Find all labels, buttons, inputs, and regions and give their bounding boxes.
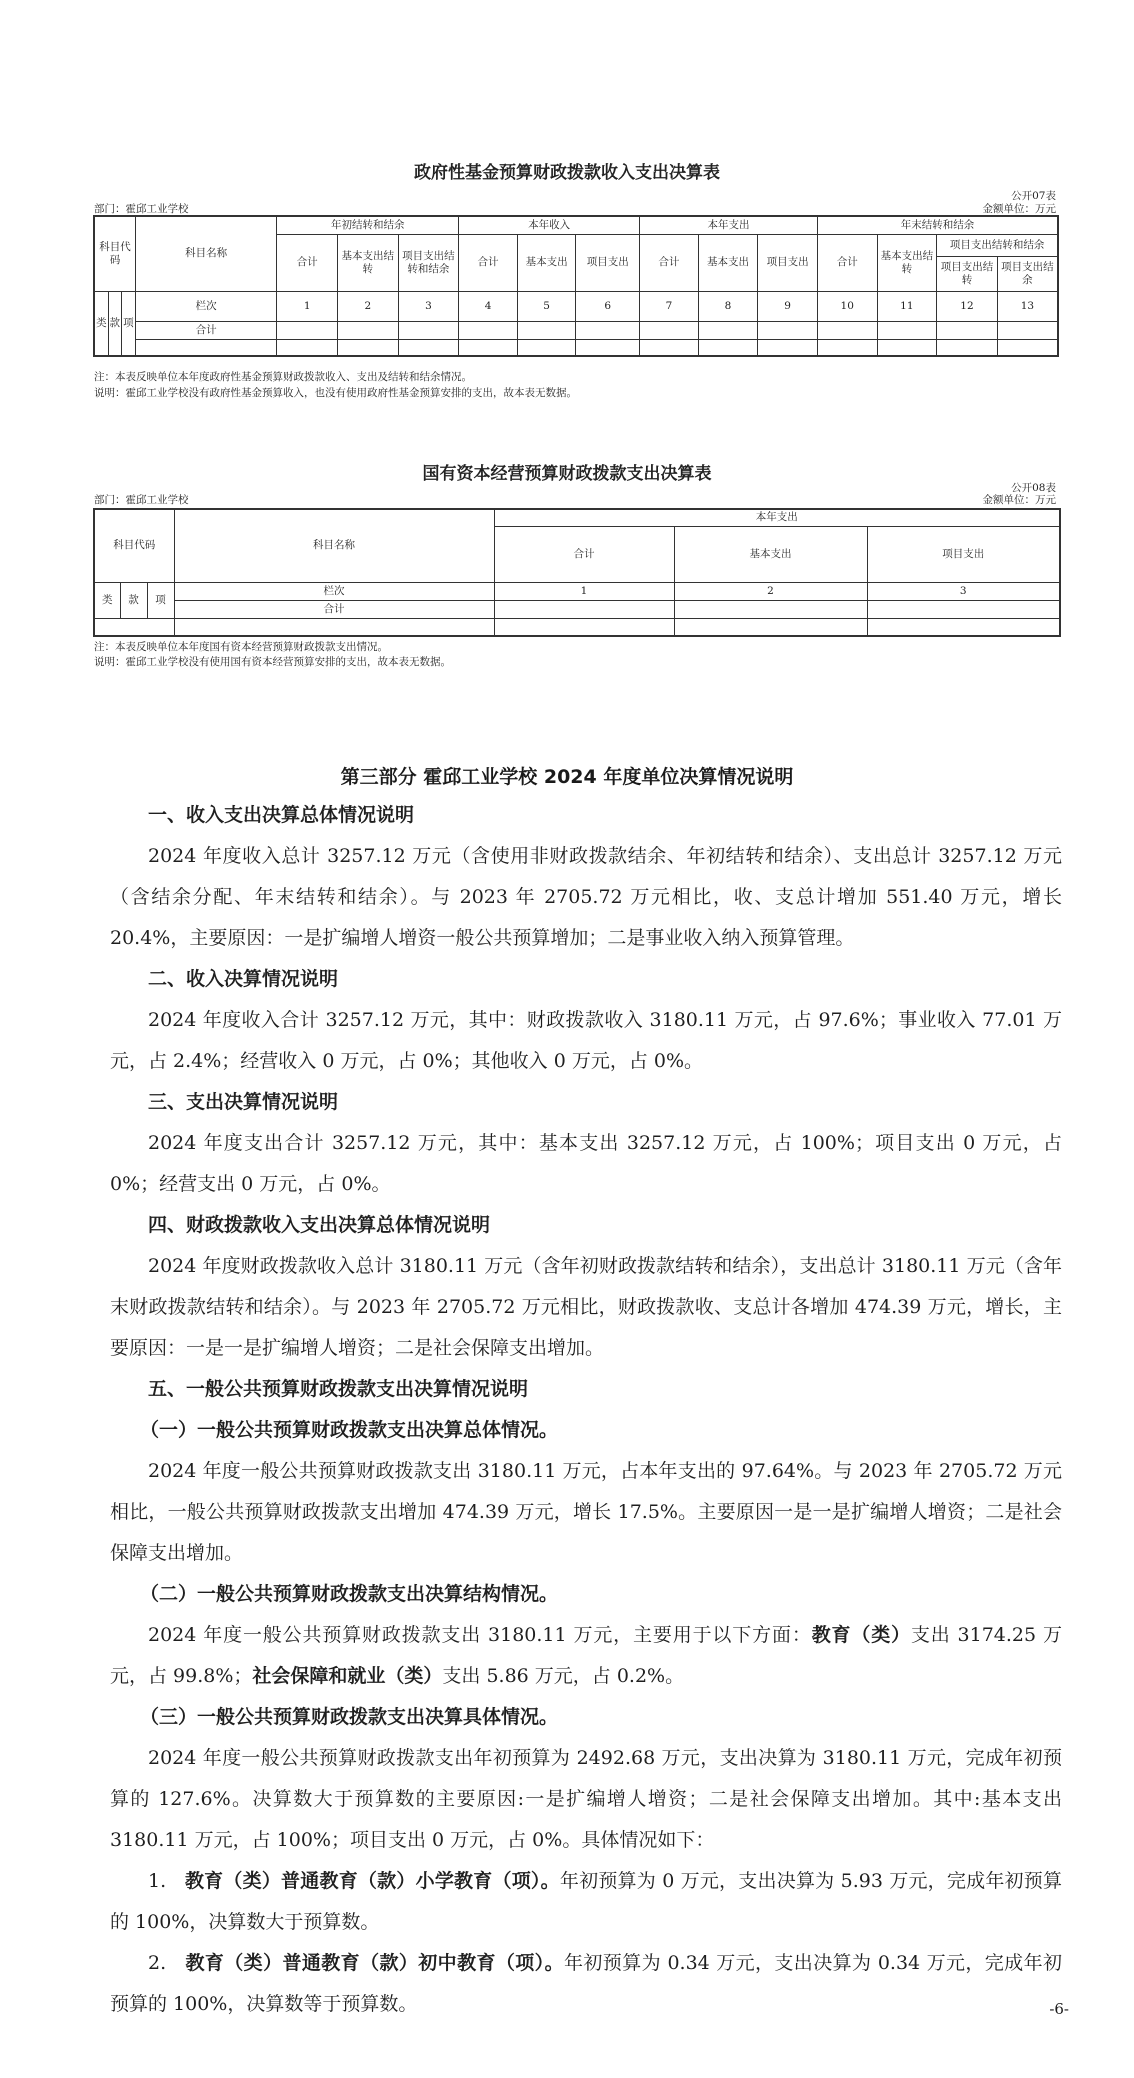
table07-title: 政府性基金预算财政拨款收入支出决算表 [414,163,720,183]
section-5-2-text [110,1615,1062,1697]
s52-text-a: 2024 年度一般公共预算财政拨款支出 3180.11 万元，主要用于以下方面： [148,1624,812,1646]
empty-row-cell [135,339,276,356]
table08-dept: 部门：霍邱工业学校 [94,494,189,506]
header-expense-basic: 基本支出 [698,234,758,291]
col-num: 11 [877,291,937,321]
col-num: 8 [698,291,758,321]
header-expense-project: 项目支出 [758,234,818,291]
header-begin-total: 合计 [277,234,338,291]
s52-text-c: 支出 5.86 万元，占 0.2%。 [442,1665,685,1687]
sum-row-label: 合计 [135,321,276,339]
section-5-3-heading: （三）一般公共预算财政拨款支出决算具体情况。 [140,1706,559,1728]
section-2-text: 2024 年度收入合计 3257.12 万元，其中：财政拨款收入 3180.11 万元，占 97.6%；事业收入 77.01 万元，占 2.4%；经营收入 0 万元，占 0%；其他收入 0 万元，占 0%。 [110,1009,1062,1072]
col-num: 1 [494,582,674,600]
col-num: 4 [459,291,518,321]
section-1-text: 2024 年度收入总计 3257.12 万元（含使用非财政拨款结余、年初结转和结余）、支出总计 3257.12 万元（含结余分配、年末结转和结余）。与 2023 年 2705.72 万元相比，收、支总计增加 551.40 万元，增长 20.4%，主要原因：一是扩编增人增资一般公共预算增加；二是事业收入纳入预算管理。 [110,845,1062,949]
header-kuan: 款 [108,291,121,356]
header-group-begin: 年初结转和结余 [277,216,459,234]
section-5-3-text: 2024 年度一般公共预算财政拨款支出年初预算为 2492.68 万元，支出决算为 3180.11 万元，完成年初预算的 127.6%。决算数大于预算数的主要原因:一是扩编增人增资；二是社会保障支出增加。其中:基本支出 3180.11 万元，占 100%；项目支出 0 万元，占 0%。具体情况如下： [110,1747,1062,1851]
header-group-expense: 本年支出 [494,509,1060,526]
col-num: 10 [817,291,877,321]
col-num: 3 [398,291,459,321]
header-group-expense: 本年支出 [640,216,818,234]
list-item [110,1943,1062,2025]
col-num: 5 [517,291,576,321]
section-2-heading: 二、收入决算情况说明 [148,968,339,990]
header-expense-total: 合计 [640,234,699,291]
section-5-2-heading: （二）一般公共预算财政拨款支出决算结构情况。 [140,1583,559,1605]
col-num: 1 [277,291,338,321]
header-project: 项目支出 [867,526,1060,582]
col-num: 2 [674,582,867,600]
header-end-project-balance: 项目支出结余 [997,256,1058,291]
s52-bold-social: 社会保障和就业（类） [252,1665,443,1687]
section-5-1-heading: （一）一般公共预算财政拨款支出决算总体情况。 [140,1419,559,1441]
section-1-heading: 一、收入支出决算总体情况说明 [148,804,415,826]
section-3-heading: 三、支出决算情况说明 [148,1091,339,1113]
header-begin-project-carry-balance: 项目支出结转和结余 [398,234,459,291]
section-5-1-text: 2024 年度一般公共预算财政拨款支出 3180.11 万元，占本年支出的 97.64%。与 2023 年 2705.72 万元相比，一般公共预算财政拨款支出增加 474.39 万元，增长 17.5%。主要原因一是一是扩编增人增资；二是社会保障支出增加。 [110,1460,1062,1564]
page-number: -6- [1049,2000,1069,2018]
section-3-text: 2024 年度支出合计 3257.12 万元，其中：基本支出 3257.12 万元，占 100%；项目支出 0 万元，占 0%；经营支出 0 万元，占 0%。 [110,1132,1062,1195]
item-text: 年初预算为 0.34 万元，支出决算为 0.34 万元，完成年初预算的 100%，决算数等于预算数。 [110,1952,1062,2015]
header-code: 科目代码 [94,216,135,291]
section-5-heading: 五、一般公共预算财政拨款支出决算情况说明 [148,1378,529,1400]
header-end-basic-carry: 基本支出结转 [877,234,937,291]
header-kuan: 款 [120,582,147,618]
table08 [93,508,1061,637]
empty-row-cell [94,618,174,636]
item-text: 年初预算为 0 万元，支出决算为 5.93 万元，完成年初预算的 100%，决算数大于预算数。 [110,1870,1062,1933]
header-income-basic: 基本支出 [517,234,576,291]
header-income-total: 合计 [459,234,518,291]
header-total: 合计 [494,526,674,582]
table07-note: 注：本表反映单位本年度政府性基金预算财政拨款收入、支出及结转和结余情况。 [94,371,472,383]
col-num: 9 [758,291,818,321]
header-end-project-group: 项目支出结转和结余 [937,234,1058,256]
list-item [110,1861,1062,1943]
s52-text-b: 支出 3174.25 万元，占 99.8%； [110,1624,1062,1687]
header-group-income: 本年收入 [459,216,640,234]
col-num: 12 [937,291,998,321]
table07 [93,215,1059,357]
header-group-end: 年末结转和结余 [817,216,1058,234]
part3-title: 第三部分 霍邱工业学校 2024 年度单位决算情况说明 [340,766,794,788]
table08-explain: 说明：霍邱工业学校没有使用国有资本经营预算安排的支出，故本表无数据。 [94,656,451,668]
table07-explain: 说明：霍邱工业学校没有政府性基金预算收入，也没有使用政府性基金预算安排的支出，故本表无数据。 [94,387,577,399]
table07-form-no: 公开07表 [1011,190,1056,202]
col-num: 2 [337,291,398,321]
header-xiang: 项 [147,582,174,618]
table08-unit: 金额单位：万元 [982,494,1056,506]
part3-body [110,795,1062,2025]
sum-row-label: 合计 [174,600,494,618]
col-num: 6 [576,291,640,321]
col-num: 7 [640,291,699,321]
section-4-heading: 四、财政拨款收入支出决算总体情况说明 [148,1214,491,1236]
header-lei: 类 [94,582,120,618]
table08-note: 注：本表反映单位本年度国有资本经营预算财政拨款支出情况。 [94,641,388,653]
header-name: 科目名称 [174,509,494,582]
table08-title: 国有资本经营预算财政拨款支出决算表 [422,464,712,484]
header-begin-basic-carry: 基本支出结转 [337,234,398,291]
table07-unit: 金额单位：万元 [982,203,1056,215]
header-end-project-carry: 项目支出结转 [937,256,998,291]
header-lei: 类 [94,291,108,356]
table07-dept: 部门：霍邱工业学校 [94,203,189,215]
section-4-text: 2024 年度财政拨款收入总计 3180.11 万元（含年初财政拨款结转和结余），支出总计 3180.11 万元（含年末财政拨款结转和结余）。与 2023 年 2705.72 万元相比，财政拨款收、支总计各增加 474.39 万元，增长，主要原因：一是一是扩编增人增资；二是社会保障支出增加。 [110,1255,1062,1359]
header-name: 科目名称 [135,216,276,291]
header-xiang: 项 [121,291,135,356]
item-title: 教育（类）普通教育（款）初中教育（项）。 [185,1952,564,1974]
column-row-label: 栏次 [174,582,494,600]
header-code: 科目代码 [94,509,174,582]
item-title: 教育（类）普通教育（款）小学教育（项）。 [184,1870,560,1892]
item-number: 1. [148,1870,167,1892]
item-number: 2. [148,1952,167,1974]
header-income-project: 项目支出 [576,234,640,291]
s52-bold-education: 教育（类） [811,1624,911,1646]
header-end-total: 合计 [817,234,877,291]
col-num: 13 [997,291,1058,321]
column-row-label: 栏次 [135,291,276,321]
header-basic: 基本支出 [674,526,867,582]
table08-form-no: 公开08表 [1011,482,1056,494]
col-num: 3 [867,582,1060,600]
